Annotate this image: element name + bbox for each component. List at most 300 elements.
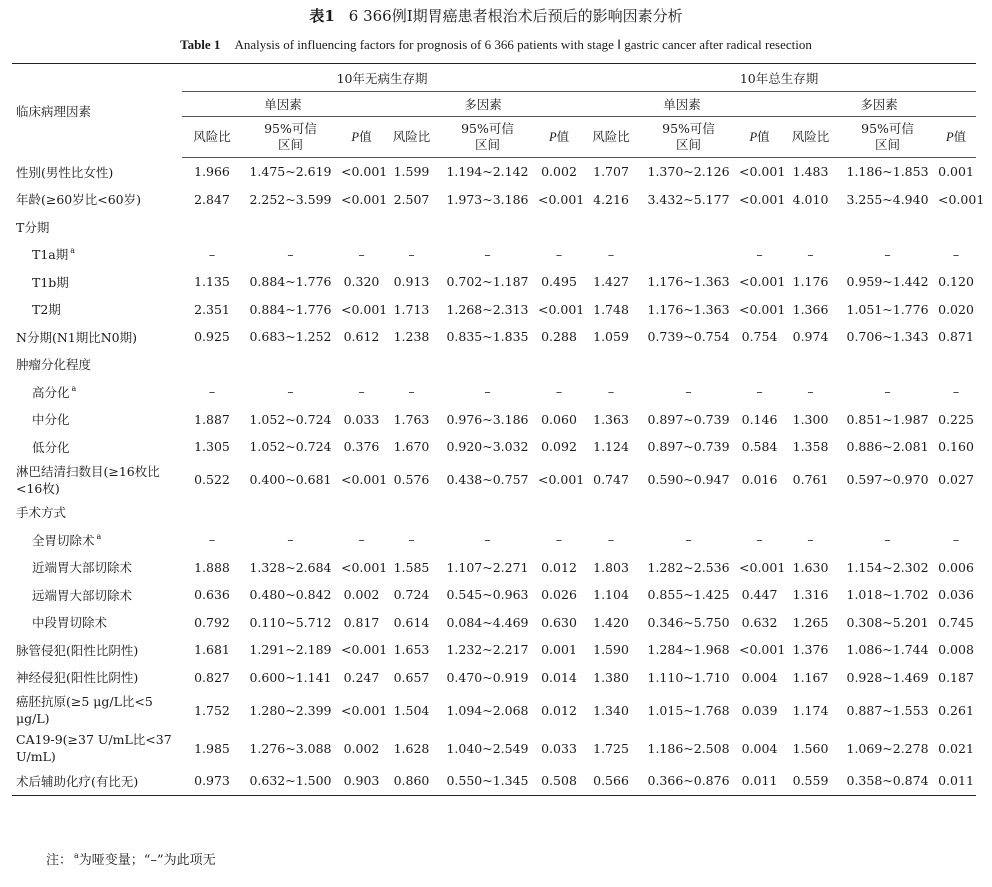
os-multi-hr-cell: 0.559 xyxy=(782,767,839,795)
dfs-uni-p-cell: <0.001 xyxy=(341,164,388,180)
dfs-multi-p-cell: 0.092 xyxy=(541,439,577,455)
dfs-uni-ci-cell: 1.052~0.724 xyxy=(249,411,332,427)
ci-header-line1: 95%可信 xyxy=(662,121,715,136)
os-multi-hr-cell: 4.010 xyxy=(792,191,829,207)
dfs-uni-p-cell xyxy=(339,213,384,241)
dfs-uni-p-cell: 0.002 xyxy=(343,740,380,756)
os-uni-ci-cell xyxy=(640,499,737,527)
dfs-multi-ci-cell: 1.232~2.217 xyxy=(446,642,529,658)
os-uni-ci-cell: 0.366~0.876 xyxy=(640,767,737,795)
os-uni-hr-cell xyxy=(582,499,640,527)
dfs-uni-hr-cell: 1.135 xyxy=(194,274,230,290)
row-label-text: 中分化 xyxy=(32,412,70,428)
os-uni-p-cell: <0.001 xyxy=(739,301,786,317)
os-multi-hr-cell xyxy=(782,351,839,379)
dfs-uni-ci-cell: 2.252~3.599 xyxy=(249,191,332,207)
dfs-multi-p-cell: <0.001 xyxy=(538,472,585,487)
table-row xyxy=(12,406,976,434)
dfs-multi-p-cell: 0.630 xyxy=(541,614,577,630)
dfs-multi-ci-cell: 1.194~2.142 xyxy=(446,164,529,180)
os-uni-p-cell xyxy=(737,351,782,379)
dfs-uni-hr-cell: 1.985 xyxy=(194,740,230,756)
os-multi-hr-cell: 1.630 xyxy=(792,559,829,575)
prognosis-table xyxy=(12,63,985,796)
dfs-uni-ci-cell: 0.683~1.252 xyxy=(249,329,332,345)
dfs-uni-hr-cell: – xyxy=(208,246,216,262)
os-multi-hr-cell: 1.560 xyxy=(792,740,829,756)
os-uni-p-cell: – xyxy=(756,532,763,548)
os-multi-p-cell: – xyxy=(952,384,960,400)
dfs-multi-ci-cell: 0.920~3.032 xyxy=(446,439,529,455)
row-label-text: 近端胃大部切除术 xyxy=(32,560,133,576)
os-uni-p-cell: 0.146 xyxy=(741,411,778,427)
dfs-uni-p-cell: 0.376 xyxy=(343,439,380,455)
dfs-multi-ci-cell: 0.702~1.187 xyxy=(446,274,529,290)
dfs-multi-p-cell xyxy=(536,499,582,527)
dfs-group-header: 10年无病生存期 xyxy=(182,64,582,92)
dfs-uni-p-cell: <0.001 xyxy=(341,301,388,317)
dfs-multi-p-cell xyxy=(536,351,582,379)
os-multi-hr-cell: – xyxy=(807,384,814,400)
dfs-multi-ci-cell: 0.438~0.757 xyxy=(446,472,529,487)
row-label-text: 高分化 xyxy=(32,384,70,400)
os-uni-hr-cell: 1.124 xyxy=(593,439,629,455)
dfs-multi-hr-cell: 0.913 xyxy=(393,274,430,290)
p-suffix: 值 xyxy=(953,129,967,144)
dfs-multi-ci-cell: – xyxy=(484,246,491,262)
dfs-uni-ci-cell: 1.276~3.088 xyxy=(249,740,332,756)
dfs-uni-hr-cell: 1.681 xyxy=(194,642,230,658)
row-label-text: 术后辅助化疗(有比无) xyxy=(16,773,139,789)
os-multi-ci-cell: 1.051~1.776 xyxy=(846,301,929,317)
os-uni-hr-cell: 1.707 xyxy=(593,164,629,180)
ci-header-line1: 95%可信 xyxy=(861,121,914,136)
table-row xyxy=(12,186,976,214)
os-uni-hr-cell: 1.059 xyxy=(593,329,629,345)
os-uni-ci-cell: 3.432~5.177 xyxy=(647,191,730,207)
os-uni-hr-cell: 1.363 xyxy=(593,411,629,427)
table-row xyxy=(12,351,976,379)
dfs-uni-p-header xyxy=(339,117,384,158)
footnote-text: 为哑变量；“–”为此项无 xyxy=(78,853,216,868)
row-label xyxy=(12,406,182,434)
os-multi-hr-cell: 0.974 xyxy=(792,329,829,345)
dummy-variable-marker: a xyxy=(96,531,102,541)
dfs-uni-hr-cell: 1.887 xyxy=(194,411,230,427)
dfs-multi-p-cell: 0.002 xyxy=(541,164,577,180)
table-row xyxy=(12,296,976,324)
table-row xyxy=(12,767,976,795)
os-multi-hr-cell: 1.366 xyxy=(792,301,829,317)
p-letter: P xyxy=(945,130,954,144)
os-multi-p-cell: <0.001 xyxy=(938,191,985,207)
dfs-uni-ci-cell: 0.400~0.681 xyxy=(249,472,332,487)
dfs-multi-hr-cell xyxy=(384,351,439,379)
row-label-text: 肿瘤分化程度 xyxy=(16,357,92,373)
os-uni-hr-cell: 1.420 xyxy=(593,614,629,630)
row-label xyxy=(12,268,182,296)
os-uni-hr-header: 风险比 xyxy=(582,117,640,158)
os-uni-ci-cell xyxy=(640,213,737,241)
dfs-multi-p-cell: 0.012 xyxy=(541,702,577,718)
dfs-multi-ci-cell xyxy=(439,499,536,527)
dfs-multi-hr-cell: 1.763 xyxy=(393,411,430,427)
row-label xyxy=(12,296,182,324)
os-uni-hr-cell: 1.427 xyxy=(593,274,629,290)
os-multi-ci-cell: 0.887~1.553 xyxy=(846,702,929,718)
dfs-uni-p-cell: – xyxy=(358,384,365,400)
os-multi-p-cell: 0.036 xyxy=(938,587,974,603)
dfs-multi-hr-header: 风险比 xyxy=(384,117,439,158)
table-row xyxy=(12,323,976,351)
table-row xyxy=(12,636,976,664)
os-multi-p-header xyxy=(936,117,976,158)
dfs-multi-hr-cell: 1.238 xyxy=(393,329,430,345)
table-title-en: Analysis of influencing factors for prognosis of 6 366 patients with stage Ⅰ gastric cancer after radical resection xyxy=(234,37,812,52)
dfs-multi-hr-cell: – xyxy=(408,384,415,400)
os-uni-header: 单因素 xyxy=(582,92,782,117)
dfs-multi-p-cell: 0.033 xyxy=(541,740,577,756)
os-uni-hr-cell: 1.590 xyxy=(593,642,629,658)
os-multi-ci-cell: 0.851~1.987 xyxy=(846,411,929,427)
os-multi-hr-cell: 1.167 xyxy=(792,669,829,685)
dfs-multi-hr-cell: 1.670 xyxy=(393,439,430,455)
os-multi-hr-cell: 1.316 xyxy=(792,587,829,603)
footnote-prefix: 注： xyxy=(46,853,73,868)
os-multi-p-cell: 0.020 xyxy=(938,301,974,317)
table-row xyxy=(12,691,976,729)
dfs-uni-ci-cell: 1.052~0.724 xyxy=(249,439,332,455)
dfs-multi-p-cell: 0.288 xyxy=(541,329,577,345)
dfs-uni-hr-cell xyxy=(182,351,242,379)
table-row xyxy=(12,241,976,269)
table-row xyxy=(12,554,976,582)
dfs-uni-hr-cell: 0.925 xyxy=(194,329,230,345)
os-uni-p-cell: <0.001 xyxy=(739,642,786,658)
row-label-text: 低分化 xyxy=(32,439,70,455)
dfs-multi-hr-cell xyxy=(384,499,439,527)
os-multi-ci-cell: 0.597~0.970 xyxy=(846,472,929,487)
dfs-multi-ci-cell: 1.268~2.313 xyxy=(446,301,529,317)
os-multi-p-cell: 0.001 xyxy=(938,164,974,180)
os-multi-ci-cell: 0.886~2.081 xyxy=(846,439,929,455)
table-row xyxy=(12,213,976,241)
os-uni-hr-cell: – xyxy=(607,246,615,262)
os-uni-hr-cell xyxy=(582,351,640,379)
os-multi-hr-cell: – xyxy=(807,532,814,548)
os-uni-ci-cell: 0.897~0.739 xyxy=(647,439,730,455)
row-label-text: CA19-9(≥37 U/mL比<37 U/mL) xyxy=(16,732,172,764)
dfs-multi-ci-cell: 1.973~3.186 xyxy=(446,191,529,207)
os-uni-hr-cell: – xyxy=(607,532,615,548)
os-uni-p-cell: 0.004 xyxy=(741,669,778,685)
dfs-uni-hr-cell: 2.847 xyxy=(194,191,230,207)
dfs-uni-hr-cell: 1.888 xyxy=(194,559,230,575)
row-label xyxy=(12,767,182,795)
p-suffix: 值 xyxy=(359,129,372,144)
os-multi-hr-cell: 1.376 xyxy=(792,642,829,658)
os-multi-ci-cell: 0.358~0.874 xyxy=(839,767,936,795)
os-uni-hr-cell: 1.104 xyxy=(593,587,629,603)
os-multi-p-cell xyxy=(936,351,976,379)
os-multi-ci-cell: 1.086~1.744 xyxy=(846,642,929,658)
dfs-uni-p-cell: 0.002 xyxy=(343,587,380,603)
os-multi-p-cell: – xyxy=(952,246,960,262)
ci-header-line1: 95%可信 xyxy=(461,121,514,136)
dfs-multi-hr-cell: – xyxy=(408,246,415,262)
table-body xyxy=(12,158,985,796)
dfs-multi-p-cell: <0.001 xyxy=(538,191,585,207)
os-multi-p-cell: 0.225 xyxy=(938,411,974,427)
row-label-text: 年龄(≥60岁比<60岁) xyxy=(16,192,142,208)
dfs-uni-hr-cell: 1.305 xyxy=(194,439,230,455)
dfs-uni-hr-cell: 0.522 xyxy=(194,472,230,487)
os-multi-p-cell: 0.187 xyxy=(938,669,974,685)
row-label xyxy=(12,499,182,527)
table-row xyxy=(12,378,976,406)
table-row xyxy=(12,664,976,692)
dfs-multi-ci-cell: – xyxy=(484,384,491,400)
dfs-uni-hr-cell: 1.752 xyxy=(194,702,230,718)
p-letter: P xyxy=(548,130,557,144)
os-uni-hr-cell: 1.380 xyxy=(593,669,629,685)
os-multi-p-cell: 0.261 xyxy=(938,702,974,718)
os-multi-ci-header xyxy=(839,117,936,158)
row-label xyxy=(12,351,182,379)
dfs-multi-hr-cell: 2.507 xyxy=(393,191,430,207)
os-uni-p-cell: 0.447 xyxy=(741,587,778,603)
row-label-text: 手术方式 xyxy=(16,505,67,521)
dfs-multi-hr-cell: 0.657 xyxy=(393,669,430,685)
dfs-multi-p-cell: <0.001 xyxy=(538,301,585,317)
dfs-uni-ci-cell xyxy=(242,351,339,379)
os-group-header: 10年总生存期 xyxy=(582,64,976,92)
row-label xyxy=(12,461,182,499)
os-multi-p-cell: – xyxy=(952,532,960,548)
os-multi-hr-cell: 1.174 xyxy=(792,702,829,718)
row-label-text: T1b期 xyxy=(32,274,69,290)
dfs-multi-hr-cell: 1.653 xyxy=(393,642,430,658)
table-row xyxy=(12,433,976,461)
dfs-uni-header: 单因素 xyxy=(182,92,384,117)
table-row xyxy=(12,499,976,527)
os-uni-ci-cell: 1.110~1.710 xyxy=(647,669,730,685)
os-uni-ci-cell: 0.739~0.754 xyxy=(647,329,730,345)
dfs-multi-ci-cell: 0.545~0.963 xyxy=(446,587,529,603)
dfs-multi-p-cell: 0.060 xyxy=(541,411,577,427)
table-footnote xyxy=(46,849,216,868)
os-multi-p-cell: 0.871 xyxy=(938,329,974,345)
row-label xyxy=(12,554,182,582)
dfs-multi-ci-cell: – xyxy=(484,532,491,548)
dfs-uni-hr-cell xyxy=(182,213,242,241)
dfs-uni-p-cell xyxy=(339,351,384,379)
os-multi-p-cell: 0.008 xyxy=(938,642,974,658)
dfs-uni-ci-cell: – xyxy=(287,532,294,548)
dfs-multi-hr-cell: 0.614 xyxy=(393,614,430,630)
dfs-uni-ci-cell: 1.280~2.399 xyxy=(249,702,332,718)
row-label-text: 癌胚抗原(≥5 μg/L比<5 μg/L) xyxy=(16,694,153,726)
os-uni-hr-cell xyxy=(582,213,640,241)
dfs-multi-p-cell: – xyxy=(555,384,563,400)
os-uni-p-cell xyxy=(737,213,782,241)
row-label xyxy=(12,241,182,269)
dfs-multi-p-cell: – xyxy=(555,246,563,262)
dfs-multi-ci-cell: 1.040~2.549 xyxy=(446,740,529,756)
os-multi-ci-cell: – xyxy=(884,246,891,262)
os-uni-ci-cell: 0.897~0.739 xyxy=(647,411,730,427)
dfs-multi-ci-cell: 1.107~2.271 xyxy=(446,559,529,575)
dfs-multi-ci-cell xyxy=(439,213,536,241)
dfs-uni-ci-cell: 0.632~1.500 xyxy=(242,767,339,795)
os-uni-hr-cell: 0.566 xyxy=(582,767,640,795)
dfs-multi-ci-header xyxy=(439,117,536,158)
row-label xyxy=(12,664,182,692)
table-number-cn: 表1 xyxy=(309,7,335,25)
row-label xyxy=(12,378,182,406)
dfs-uni-p-cell: 0.612 xyxy=(343,329,380,345)
os-uni-hr-cell: 1.340 xyxy=(593,702,629,718)
row-label-text: N分期(N1期比N0期) xyxy=(16,329,137,345)
dfs-multi-hr-cell: 0.860 xyxy=(384,767,439,795)
os-multi-p-cell: 0.160 xyxy=(938,439,974,455)
row-label-text: 远端胃大部切除术 xyxy=(32,587,133,603)
row-label xyxy=(12,691,182,729)
os-uni-p-cell: 0.004 xyxy=(741,740,778,756)
os-multi-ci-cell: 0.706~1.343 xyxy=(846,329,929,345)
os-uni-p-cell: 0.584 xyxy=(741,439,778,455)
os-uni-p-cell: 0.039 xyxy=(741,702,778,718)
row-label xyxy=(12,213,182,241)
os-multi-hr-cell: 1.358 xyxy=(792,439,829,455)
row-label xyxy=(12,581,182,609)
dfs-multi-p-cell: 0.012 xyxy=(541,559,577,575)
row-label-text: T1a期 xyxy=(32,247,69,263)
os-multi-hr-cell xyxy=(782,213,839,241)
os-uni-ci-cell xyxy=(640,241,737,269)
dfs-multi-hr-cell: 1.628 xyxy=(393,740,430,756)
os-uni-ci-cell: 1.176~1.363 xyxy=(647,301,730,317)
dfs-multi-p-cell: 0.508 xyxy=(536,767,582,795)
dfs-uni-ci-cell: 1.291~2.189 xyxy=(249,642,332,658)
dfs-uni-ci-cell: – xyxy=(287,246,294,262)
row-label-text: 中段胃切除术 xyxy=(32,615,108,631)
os-uni-p-cell: <0.001 xyxy=(739,274,786,290)
os-uni-ci-cell: 0.346~5.750 xyxy=(647,614,730,630)
os-uni-ci-cell: 1.282~2.536 xyxy=(647,559,730,575)
dfs-uni-ci-cell: 1.328~2.684 xyxy=(249,559,332,575)
row-header-label: 临床病理因素 xyxy=(12,64,182,158)
os-multi-p-cell xyxy=(936,213,976,241)
os-multi-hr-cell: 1.176 xyxy=(792,274,829,290)
dfs-uni-hr-cell: – xyxy=(208,384,216,400)
p-suffix: 值 xyxy=(556,129,570,144)
os-multi-ci-cell: 0.959~1.442 xyxy=(846,274,929,290)
os-uni-p-cell: 0.632 xyxy=(741,614,778,630)
dfs-uni-ci-cell: 0.884~1.776 xyxy=(249,274,332,290)
os-multi-hr-cell: 1.300 xyxy=(792,411,829,427)
row-label-text: 淋巴结清扫数目(≥16枚比<16枚) xyxy=(16,463,160,496)
os-multi-p-cell: 0.011 xyxy=(936,767,976,795)
dfs-uni-hr-cell xyxy=(182,499,242,527)
os-multi-hr-header: 风险比 xyxy=(782,117,839,158)
dfs-multi-ci-cell: 0.084~4.469 xyxy=(446,614,529,630)
os-multi-ci-cell: 1.069~2.278 xyxy=(846,740,929,756)
row-label-text: 性别(男性比女性) xyxy=(16,164,114,180)
os-uni-p-cell: – xyxy=(756,246,763,262)
os-uni-hr-cell: – xyxy=(607,384,615,400)
dfs-uni-p-cell: – xyxy=(358,532,365,548)
dfs-multi-p-cell: – xyxy=(555,532,563,548)
dummy-variable-marker: a xyxy=(71,383,77,393)
dfs-multi-ci-cell: 0.835~1.835 xyxy=(446,329,529,345)
os-multi-ci-cell: 0.308~5.201 xyxy=(846,614,929,630)
dfs-uni-p-cell: 0.903 xyxy=(339,767,384,795)
os-multi-ci-cell: 3.255~4.940 xyxy=(846,191,929,207)
os-uni-hr-cell: 4.216 xyxy=(593,191,629,207)
os-uni-ci-cell: 1.284~1.968 xyxy=(647,642,730,658)
os-multi-ci-cell: – xyxy=(884,532,891,548)
dfs-multi-p-cell: 0.001 xyxy=(541,642,577,658)
dfs-uni-p-cell: <0.001 xyxy=(341,472,388,487)
os-multi-ci-cell: – xyxy=(884,384,891,400)
os-uni-ci-cell: 0.855~1.425 xyxy=(647,587,730,603)
row-label-text: 全胃切除术 xyxy=(32,532,95,548)
dfs-uni-hr-cell: 2.351 xyxy=(194,301,230,317)
dfs-uni-p-cell: 0.320 xyxy=(343,274,380,290)
dfs-multi-p-cell: 0.014 xyxy=(541,669,577,685)
row-label-text: T2期 xyxy=(32,302,61,318)
table-number-en: Table 1 xyxy=(180,37,221,52)
table-caption-cn xyxy=(0,6,992,26)
os-uni-ci-cell: – xyxy=(685,532,692,548)
os-uni-ci-cell: 1.370~2.126 xyxy=(647,164,730,180)
dfs-uni-hr-cell: 0.792 xyxy=(194,614,230,630)
dfs-multi-hr-cell: 0.576 xyxy=(393,472,430,487)
row-label xyxy=(12,158,182,186)
row-label xyxy=(12,433,182,461)
os-uni-ci-cell: 0.590~0.947 xyxy=(647,472,730,487)
os-multi-hr-cell xyxy=(782,499,839,527)
dfs-multi-hr-cell: 1.504 xyxy=(393,702,430,718)
os-uni-hr-cell: 0.747 xyxy=(593,472,629,487)
os-multi-ci-cell xyxy=(839,213,936,241)
os-multi-ci-cell xyxy=(839,499,936,527)
dfs-uni-ci-cell xyxy=(242,499,339,527)
os-uni-p-cell: <0.001 xyxy=(739,164,786,180)
table-title-cn: 6 366例Ⅰ期胃癌患者根治术后预后的影响因素分析 xyxy=(348,7,683,25)
table-row xyxy=(12,581,976,609)
dfs-multi-p-cell xyxy=(536,213,582,241)
os-multi-p-cell: 0.006 xyxy=(938,559,974,575)
os-multi-hr-cell: 1.483 xyxy=(792,164,829,180)
table-row xyxy=(12,729,976,767)
dfs-uni-p-cell: – xyxy=(358,246,365,262)
dummy-variable-marker: a xyxy=(70,246,76,256)
dfs-uni-hr-cell: – xyxy=(208,532,216,548)
dfs-multi-hr-cell: – xyxy=(408,532,415,548)
os-multi-p-cell: 0.745 xyxy=(938,614,974,630)
p-letter: P xyxy=(749,130,758,144)
os-multi-header: 多因素 xyxy=(782,92,976,117)
table-caption-en xyxy=(0,36,992,54)
table-row xyxy=(12,526,976,554)
os-uni-ci-cell: 1.015~1.768 xyxy=(647,702,730,718)
footnote-marker: a xyxy=(74,851,79,860)
row-label xyxy=(12,636,182,664)
row-label-text: 神经侵犯(阳性比阴性) xyxy=(16,670,139,686)
ci-header-line2: 区间 xyxy=(277,137,303,152)
